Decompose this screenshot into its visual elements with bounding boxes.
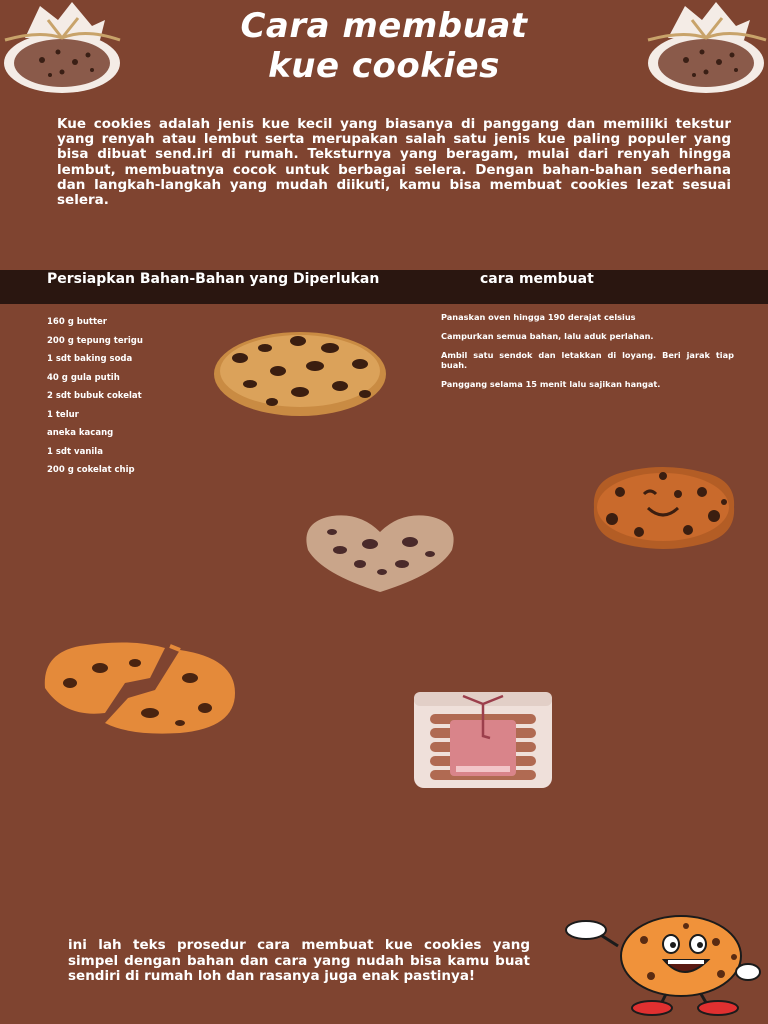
- smiling-cookie: [584, 464, 742, 550]
- ingredient-item: 40 g gula putih: [47, 372, 120, 383]
- ingredient-item: 160 g butter: [47, 317, 107, 327]
- title-line-2: kue cookies: [268, 46, 500, 86]
- step-item: Panaskan oven hingga 190 derajat celsius: [441, 312, 636, 322]
- cookie-bag-icon: [640, 0, 768, 95]
- step-item: Panggang selama 15 menit lalu sajikan hangat.: [441, 379, 661, 389]
- step-item: Campurkan semua bahan, lalu aduk perlahan.: [441, 331, 654, 341]
- ingredient-item: aneka kacang: [47, 428, 114, 438]
- steps-list: [441, 312, 734, 398]
- page-title: [140, 6, 628, 86]
- heart-cookie: [302, 512, 458, 594]
- cookie-jar: [408, 686, 558, 792]
- cookie-bag-icon: [0, 0, 125, 95]
- ingredient-item: 1 sdt baking soda: [47, 354, 133, 364]
- ingredients-list: [47, 316, 217, 483]
- title-line-1: Cara membuat: [240, 6, 528, 46]
- step-item: Ambil satu sendok dan letakkan di loyang. Beri jarak tiap buah.: [441, 350, 734, 370]
- ingredient-item: 1 sdt vanila: [47, 446, 103, 457]
- ingredients-heading: Persiapkan Bahan-Bahan yang Diperlukan: [47, 271, 380, 287]
- ingredient-item: 200 g tepung terigu: [47, 335, 143, 346]
- method-heading: cara membuat: [480, 271, 594, 287]
- ingredient-item: 200 g cokelat chip: [47, 465, 135, 475]
- ingredient-item: 2 sdt bubuk cokelat: [47, 391, 142, 401]
- broken-cookie: [40, 638, 240, 738]
- ingredient-item: 1 telur: [47, 409, 79, 420]
- intro-paragraph: Kue cookies adalah jenis kue kecil yang biasanya di panggang dan memiliki tekstur yang renyah atau lembut serta merupakan salah satu jenis kue paling populer yang bisa dibuat send.iri di rumah. Teksturnya yang beragam, mulai dari renyah hingga lembut, membuatnya cocok untuk berbagai selera. Dengan bahan-bahan sederhana dan langkah-langkah yang mudah diikuti, kamu bisa membuat cookies lezat sesuai selera.: [57, 116, 731, 209]
- outro-paragraph: ini lah teks prosedur cara membuat kue cookies yang simpel dengan bahan dan cara yang nudah bisa kamu buat sendiri di rumah loh dan rasanya juga enak pastinya!: [68, 937, 530, 984]
- cookie-mascot: [556, 912, 766, 1016]
- chocolate-chip-cookie: [210, 326, 390, 420]
